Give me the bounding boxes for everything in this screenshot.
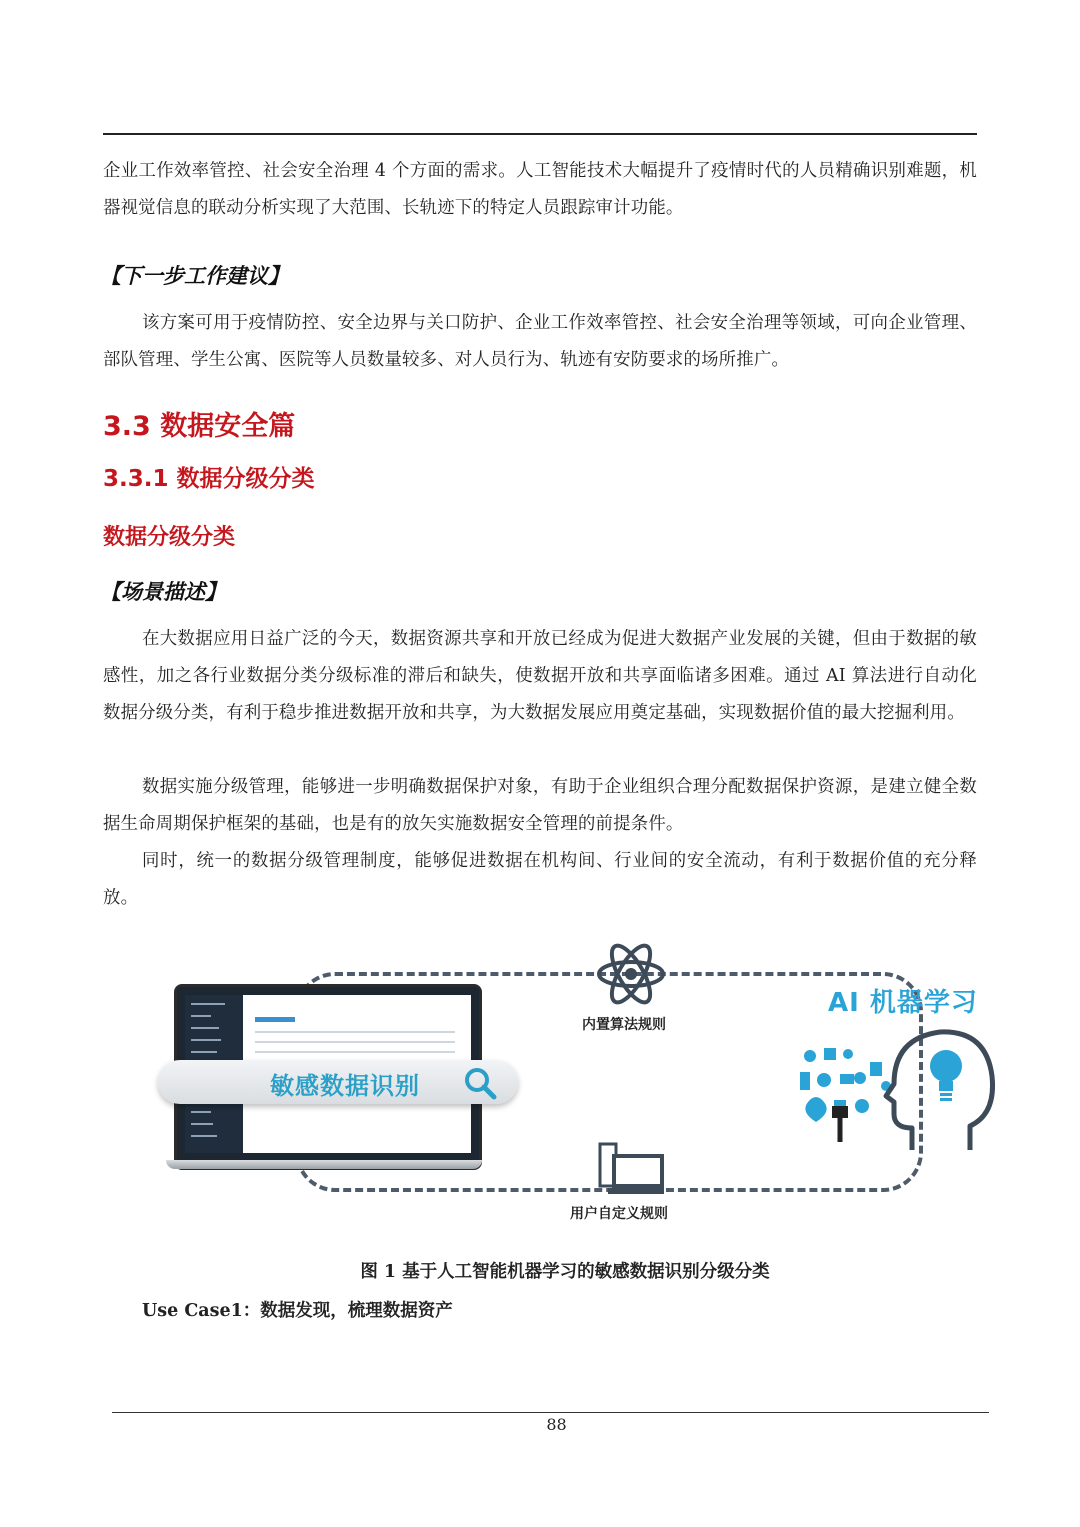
paragraph-5: 同时，统一的数据分级管理制度，能够促进数据在机构间、行业间的安全流动，有利于数据价值的充分释放。 [103,851,977,908]
search-label: 敏感数据识别 [270,1072,420,1100]
paragraph-3: 在大数据应用日益广泛的今天，数据资源共享和开放已经成为促进大数据产业发展的关键，但由于数据的敏感性，加之各行业数据分类分级标准的滞后和缺失，使数据开放和共享面临诸多困难。通过 AI 算法进行自动化数据分级分类，有利于稳步推进数据开放和共享，为大数据发展应用奠定基础，实现数据价值的最大挖掘利用。 [103,629,977,723]
laptop-base [166,1160,482,1169]
atom-icon [595,938,667,1010]
scene-heading: 【场景描述】 [100,579,226,604]
paragraph-1: 企业工作效率管控、社会安全治理 4 个方面的需求。人工智能技术大幅提升了疫情时代的人员精确识别难题，机器视觉信息的联动分析实现了大范围、长轨迹下的特定人员跟踪审计功能。 [103,161,977,218]
lightbulb-icon [930,1050,962,1101]
next-steps-heading: 【下一步工作建议】 [100,263,289,288]
page-number: 88 [546,1415,567,1434]
header-rule [103,133,977,135]
figure-sensitive-data [150,932,1010,1232]
user-rules-label: 用户自定义规则 [570,1206,668,1222]
ai-title: AI 机器学习 [828,988,978,1018]
search-bar [158,1060,518,1104]
footer-rule [112,1412,989,1413]
subsection-title: 3.3.1 数据分级分类 [103,466,315,492]
section-title: 3.3 数据安全篇 [103,411,296,442]
use-case-heading: Use Case1：数据发现，梳理数据资产 [142,1301,453,1321]
topic-title: 数据分级分类 [103,525,236,550]
builtin-rules-label: 内置算法规则 [582,1017,666,1033]
computer-icon [598,1142,666,1198]
paragraph-2: 该方案可用于疫情防控、安全边界与关口防护、企业工作效率管控、社会安全治理等领域，可向企业管理、部队管理、学生公寓、医院等人员数量较多、对人员行为、轨迹有安防要求的场所推广。 [103,313,977,370]
figure-caption: 图 1 基于人工智能机器学习的敏感数据识别分级分类 [360,1262,770,1282]
ai-head-icon [790,1018,1002,1158]
paragraph-4: 数据实施分级管理，能够进一步明确数据保护对象，有助于企业组织合理分配数据保护资源，是建立健全数据生命周期保护框架的基础，也是有的放矢实施数据安全管理的前提条件。 [103,777,977,834]
magnifier-icon [463,1066,497,1100]
